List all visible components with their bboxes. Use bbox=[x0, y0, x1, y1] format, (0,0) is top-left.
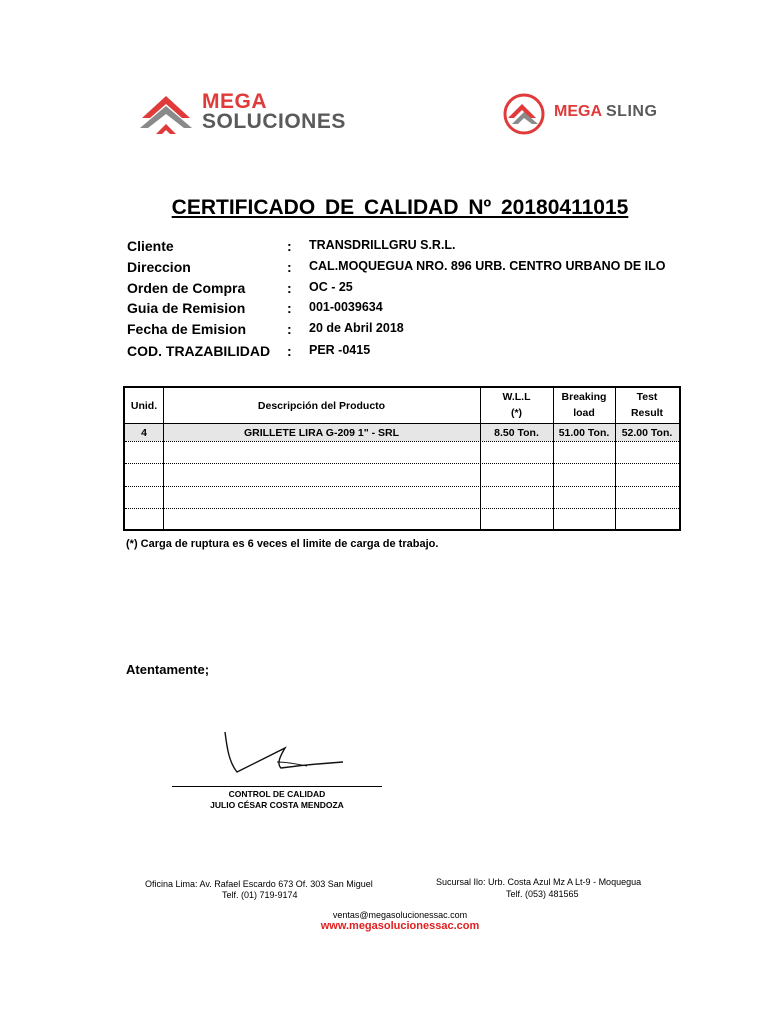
info-colon: : bbox=[287, 259, 292, 275]
mega-soluciones-logo-mark bbox=[138, 88, 200, 140]
info-label: Direccion bbox=[127, 259, 191, 275]
info-value: OC - 25 bbox=[309, 280, 353, 294]
product-table bbox=[123, 386, 681, 531]
info-label: Cliente bbox=[127, 238, 174, 254]
header-test-line1: Test bbox=[636, 391, 658, 403]
info-colon: : bbox=[287, 321, 292, 337]
info-colon: : bbox=[287, 238, 292, 254]
certificate-title: CERTIFICADO DE CALIDAD Nº 20180411015 bbox=[171, 196, 629, 219]
footer-lima-address: Oficina Lima: Av. Rafael Escardo 673 Of. 303 San Miguel bbox=[145, 879, 373, 889]
info-label: Fecha de Emision bbox=[127, 321, 247, 337]
header-unid: Unid. bbox=[130, 400, 158, 412]
signature-line bbox=[172, 786, 382, 787]
footer-lima-phone: Telf. (01) 719-9174 bbox=[222, 890, 298, 900]
logo-right-part2: SLING bbox=[606, 103, 658, 120]
footer-website-link[interactable]: www.megasolucionessac.com bbox=[320, 920, 480, 932]
row-divider bbox=[125, 486, 679, 487]
info-label: Guia de Remision bbox=[127, 300, 246, 316]
mega-sling-logo-mark bbox=[500, 92, 550, 136]
footer-ilo-phone: Telf. (053) 481565 bbox=[506, 889, 579, 899]
signature-name: JULIO CÉSAR COSTA MENDOZA bbox=[210, 800, 344, 810]
mega-sling-logo bbox=[500, 92, 680, 136]
header-divider bbox=[125, 423, 679, 424]
header-test-line2: Result bbox=[630, 407, 664, 419]
row-divider bbox=[125, 441, 679, 442]
footnote: (*) Carga de ruptura es 6 veces el limite de carga de trabajo. bbox=[126, 538, 439, 550]
info-value: 20 de Abril 2018 bbox=[309, 321, 404, 335]
info-value: PER -0415 bbox=[309, 343, 371, 357]
header-breaking-line2: load bbox=[573, 407, 595, 419]
header-breaking-line1: Breaking bbox=[561, 391, 607, 403]
logo-left-line2: SOLUCIONES bbox=[202, 110, 346, 133]
info-colon: : bbox=[287, 343, 292, 359]
header-wll-line2: (*) bbox=[510, 407, 523, 419]
row-divider bbox=[125, 508, 679, 509]
row-breaking: 51.00 Ton. bbox=[558, 427, 610, 439]
info-colon: : bbox=[287, 300, 292, 316]
footer-ilo-address: Sucursal Ilo: Urb. Costa Azul Mz A Lt-9 - Moquegua bbox=[436, 877, 642, 887]
logo-right-part1: MEGA bbox=[554, 103, 602, 120]
signature-role: CONTROL DE CALIDAD bbox=[228, 789, 326, 799]
closing-text: Atentamente; bbox=[126, 662, 210, 677]
header-descripcion: Descripción del Producto bbox=[257, 400, 386, 412]
mega-soluciones-logo bbox=[138, 88, 346, 140]
logo-left-line1: MEGA bbox=[202, 90, 267, 113]
row-divider bbox=[125, 463, 679, 464]
header-wll-line1: W.L.L bbox=[502, 391, 531, 403]
handwritten-signature bbox=[215, 728, 355, 778]
info-label: COD. TRAZABILIDAD bbox=[127, 343, 271, 359]
info-label: Orden de Compra bbox=[127, 280, 246, 296]
row-wll: 8.50 Ton. bbox=[494, 427, 539, 439]
footer-email[interactable]: ventas@megasolucionessac.com bbox=[332, 910, 468, 920]
row-descripcion: GRILLETE LIRA G-209 1" - SRL bbox=[243, 427, 400, 439]
row-test: 52.00 Ton. bbox=[621, 427, 673, 439]
info-value: CAL.MOQUEGUA NRO. 896 URB. CENTRO URBANO DE ILO bbox=[309, 259, 666, 273]
info-value: TRANSDRILLGRU S.R.L. bbox=[309, 238, 456, 252]
row-unid: 4 bbox=[141, 427, 147, 439]
info-colon: : bbox=[287, 280, 292, 296]
info-value: 001-0039634 bbox=[309, 300, 383, 314]
